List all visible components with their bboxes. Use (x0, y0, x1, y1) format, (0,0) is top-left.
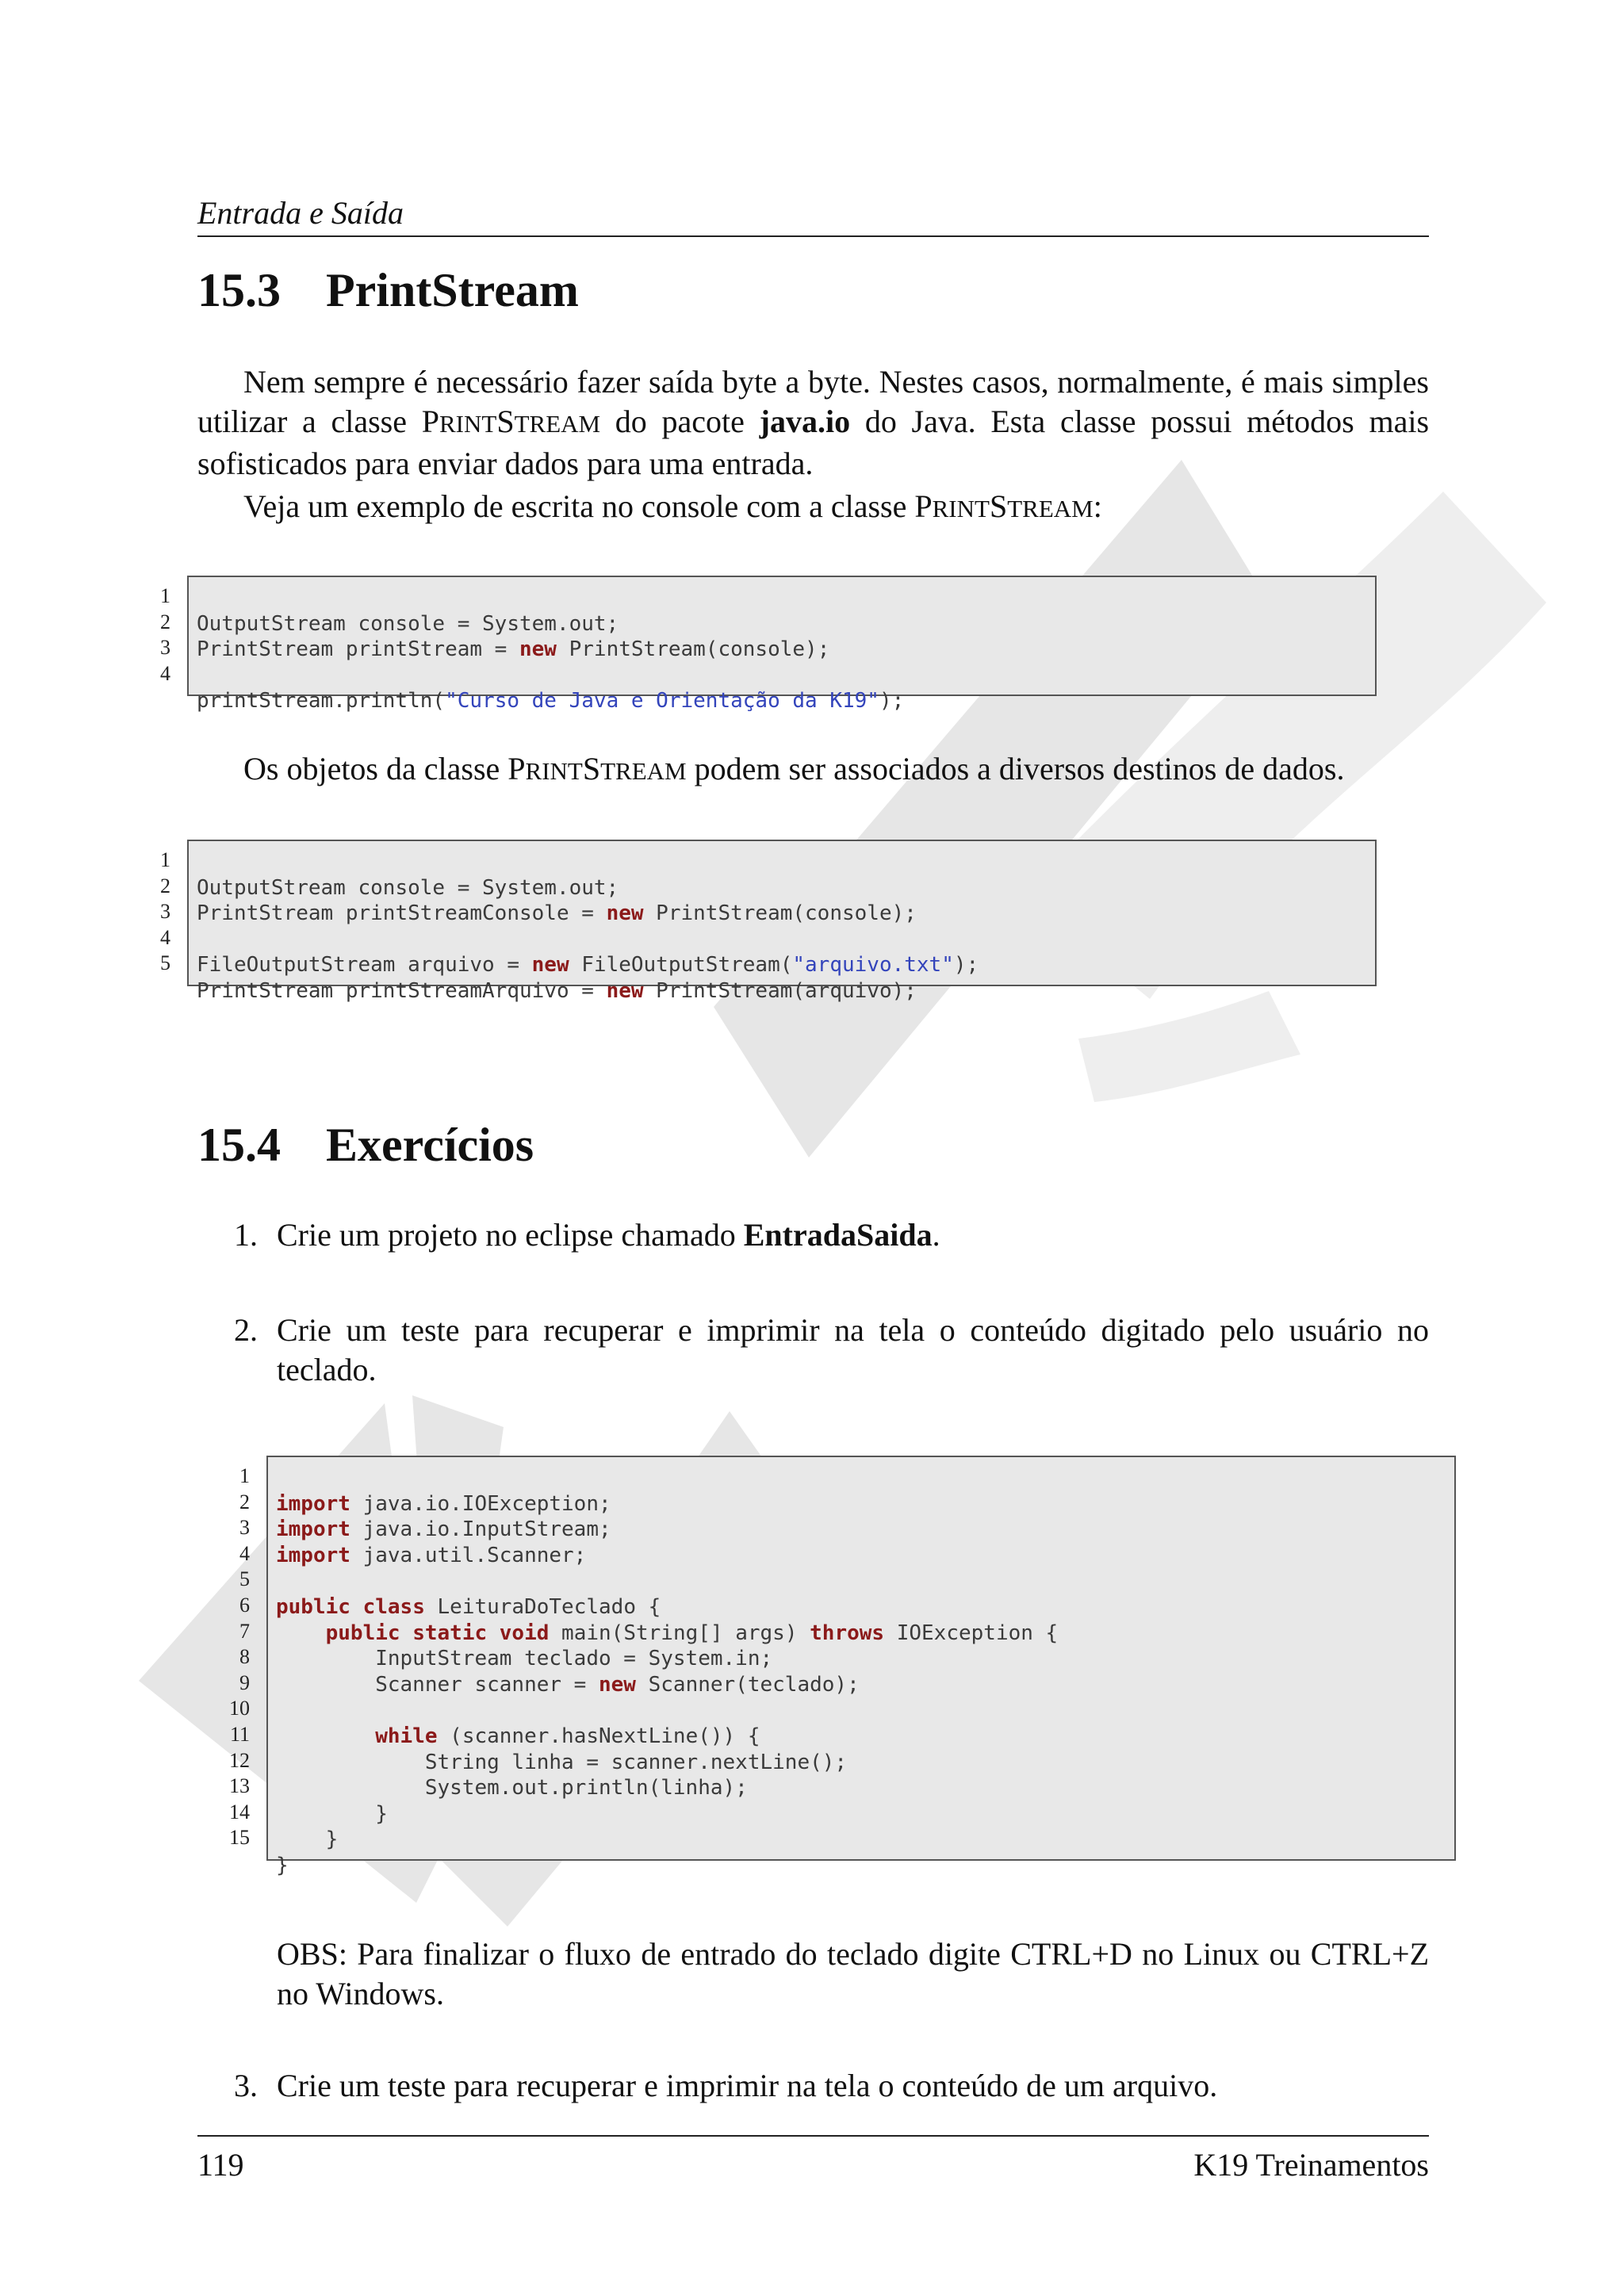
package-name: java.io (759, 404, 851, 439)
list-label: 1. (234, 1217, 258, 1253)
section-heading-15-3 (197, 262, 579, 319)
paragraph-printstream-intro: Nem sempre é necessário fazer saída byte a byte. Nestes casos, normalmente, é mais simples utilizar a classe PRINTSTREAM do pacote java.io do Java. Esta classe possui métodos mais sofisticados para enviar dados para uma entrada. (197, 364, 1430, 481)
section-number: 15.4 (197, 1119, 281, 1171)
section-title: PrintStream (326, 264, 579, 316)
exercise-item-2: 2. Crie um teste para recuperar e imprimir na tela o conteúdo digitado pelo usuário no teclado. (234, 1312, 1429, 1387)
section-heading-15-4 (197, 1116, 534, 1173)
class-name-printstream: PRINTSTREAM (421, 404, 601, 439)
obs-note: OBS: Para finalizar o fluxo de entrado do teclado digite CTRL+D no Linux ou CTRL+Z no Windows. (277, 1936, 1429, 2011)
paragraph-console-example: Veja um exemplo de escrita no console com a classe PRINTSTREAM: (243, 488, 1102, 524)
code-listing-3: import java.io.IOException; import java.io.InputStream; import java.util.Scanner; public class LeituraDoTeclado { public static void main(String[] args) throws IOException { InputStream teclado = System.in; Scanner scanner = new Scanner(teclado); while (scanner.hasNextLine()) { String linha = scanner.nextLine(); System.out.println(linha); } } } (266, 1456, 1456, 1861)
project-name: EntradaSaida (743, 1217, 933, 1253)
running-header-title: Entrada e Saída (197, 195, 404, 231)
class-name-printstream: PRINTSTREAM (914, 488, 1094, 524)
section-number: 15.3 (197, 264, 281, 316)
code2-line-numbers: 1 2 3 4 5 (160, 848, 170, 975)
page-number: 119 (197, 2147, 244, 2183)
footer-rule (197, 2135, 1429, 2137)
class-name-printstream: PRINTSTREAM (508, 751, 687, 786)
publisher-name: K19 Treinamentos (1193, 2147, 1429, 2183)
code3-line-numbers: 1 2 3 4 5 6 7 8 9 10 11 12 13 14 15 (229, 1464, 250, 1850)
section-title: Exercícios (326, 1119, 534, 1171)
code-listing-2: OutputStream console = System.out; PrintStream printStreamConsole = new PrintStream(console); FileOutputStream arquivo = new FileOutputStream("arquivo.txt"); PrintStream printStreamArquivo = new PrintStream(arquivo); (187, 840, 1377, 986)
exercise-item-3: 3. Crie um teste para recuperar e imprimir na tela o conteúdo de um arquivo. (234, 2066, 1429, 2106)
exercise-item-1: 1. Crie um projeto no eclipse chamado EntradaSaida. (234, 1215, 1429, 1255)
header-rule (197, 235, 1429, 237)
code-listing-1: OutputStream console = System.out; PrintStream printStream = new PrintStream(console); printStream.println("Curso de Java e Orientação da K19"); (187, 576, 1377, 696)
code1-line-numbers: 1 2 3 4 (160, 584, 170, 685)
list-label: 3. (234, 2068, 258, 2103)
list-label: 2. (234, 1312, 258, 1348)
paragraph-destinations: Os objetos da classe PRINTSTREAM podem ser associados a diversos destinos de dados. (243, 751, 1345, 786)
